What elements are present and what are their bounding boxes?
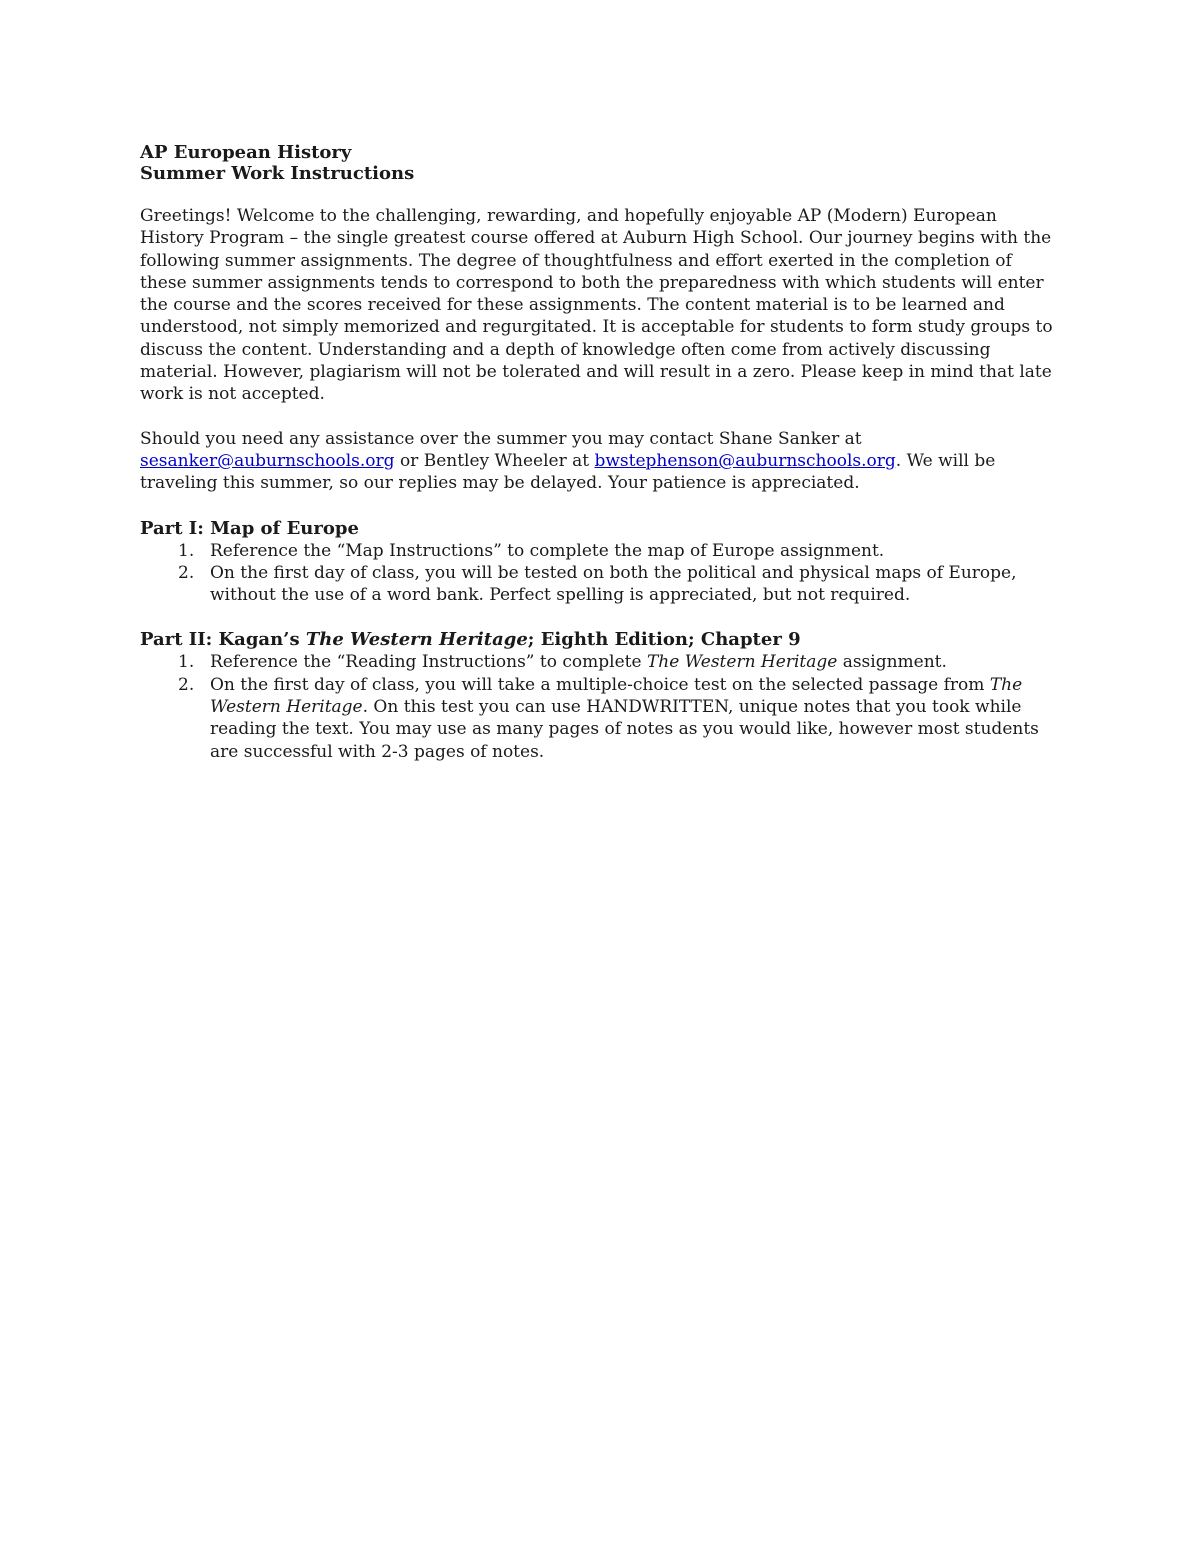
email-link-sanker[interactable]: sesanker@auburnschools.org: [140, 450, 395, 471]
document-subtitle: Summer Work Instructions: [140, 163, 415, 184]
part2-heading-book-title: The Western Heritage: [305, 629, 528, 651]
list-item: [140, 674, 1060, 763]
part2-heading: [140, 628, 1060, 651]
list-text-segment: assignment.: [837, 652, 947, 673]
part1-heading: Part I: Map of Europe: [140, 517, 359, 539]
list-item: [140, 540, 1060, 562]
part2-list: [140, 651, 1060, 762]
list-text-segment: On the first day of class, you will take a multiple-choice test on the selected passage from: [210, 674, 990, 695]
email-link-wheeler[interactable]: bwstephenson@auburnschools.org: [594, 450, 896, 471]
list-number: 2.: [178, 674, 195, 695]
contact-text-2: or Bentley Wheeler at: [394, 450, 595, 471]
list-text-segment: Reference the “Reading Instructions” to complete: [210, 652, 647, 673]
list-item-text: Reference the “Map Instructions” to complete the map of Europe assignment.: [210, 540, 885, 561]
list-number: 2.: [178, 562, 195, 583]
contact-text-1: Should you need any assistance over the summer you may contact Shane Sanker at: [140, 428, 862, 449]
intro-paragraph: Greetings! Welcome to the challenging, rewarding, and hopefully enjoyable AP (Modern) European History Program – the single greatest course offered at Auburn High School. Our journey begins with the following summer assignments. The degree of thoughtfulness and effort exerted in the completion of these summer assignments tends to correspond to both the preparedness with which students will enter the course and the scores received for these assignments. The content material is to be learned and understood, not simply memorized and regurgitated. It is acceptable for students to form study groups to discuss the content. Understanding and a depth of knowledge often come from actively discussing material. However, plagiarism will not be tolerated and will result in a zero. Please keep in mind that late work is not accepted.: [140, 206, 1053, 405]
list-number: 1.: [178, 652, 195, 673]
list-item: [140, 562, 1060, 607]
part2-heading-prefix: Part II: Kagan’s: [140, 629, 306, 651]
list-item-text: [210, 675, 1039, 762]
list-item-text: [210, 652, 947, 672]
list-item: [140, 651, 1060, 673]
list-number: 1.: [178, 540, 195, 561]
contact-text-3: . We will be traveling this summer, so our replies may be delayed. Your patience is appreciated.: [140, 450, 996, 494]
book-title: The Western Heritage: [210, 674, 1023, 718]
part1-list: [140, 540, 1060, 607]
part2-heading-suffix: ; Eighth Edition; Chapter 9: [527, 629, 801, 651]
document-title: AP European History: [140, 142, 352, 163]
list-item-text: On the first day of class, you will be tested on both the political and physical maps of Europe, without the use of a word bank. Perfect spelling is appreciated, but not required.: [210, 562, 1017, 606]
list-text-segment: . On this test you can use HANDWRITTEN, unique notes that you took while reading the text. You may use as many pages of notes as you would like, however most students are successful with 2-3 pages of notes.: [210, 697, 1039, 762]
book-title: The Western Heritage: [646, 652, 838, 673]
document-body: [140, 142, 1060, 763]
contact-paragraph: [140, 428, 1060, 495]
